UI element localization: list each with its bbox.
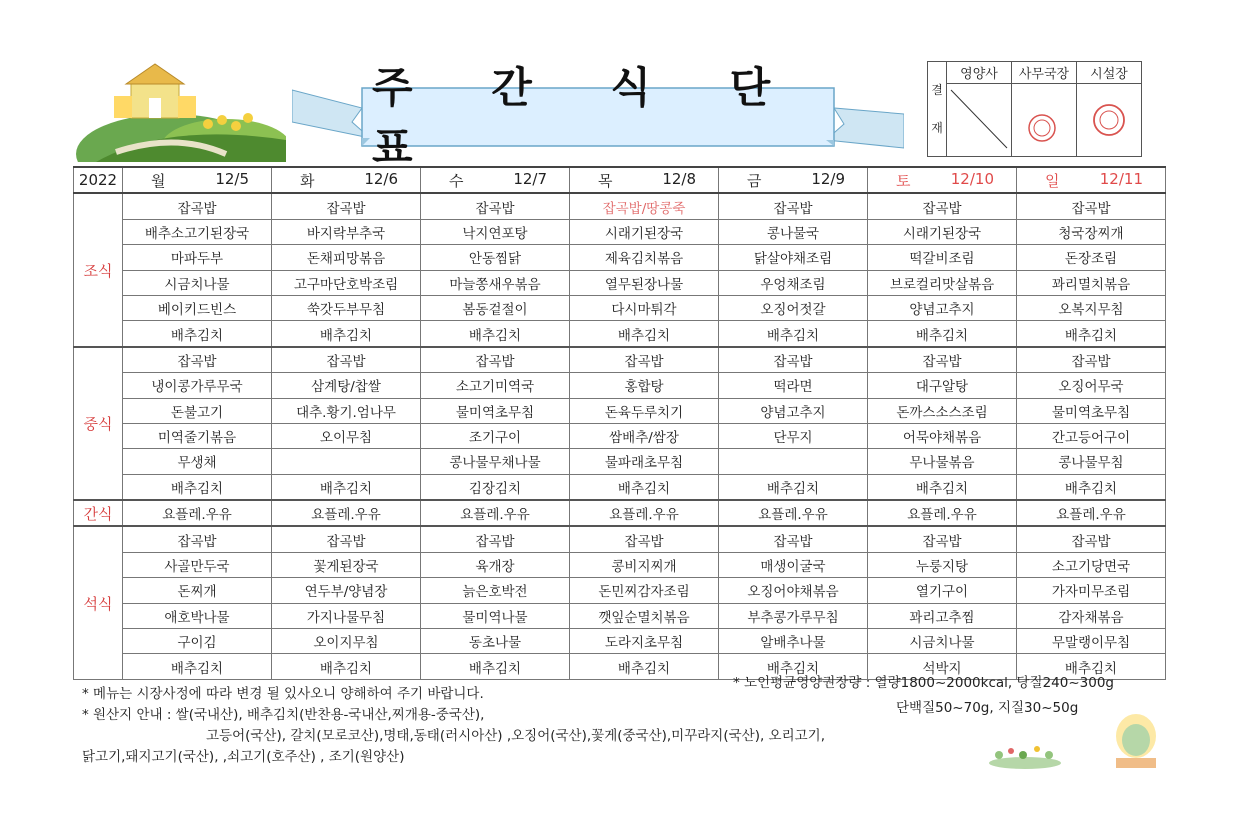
menu-item: 동초나물	[421, 629, 570, 654]
menu-item: 배추김치	[868, 474, 1017, 500]
menu-item: 고구마단호박조림	[272, 270, 421, 295]
menu-row	[74, 193, 1166, 219]
menu-item: 잡곡밥	[272, 526, 421, 552]
menu-item: 물미역나물	[421, 603, 570, 628]
menu-item: 오이지무침	[272, 629, 421, 654]
menu-item: 양념고추지	[868, 295, 1017, 320]
menu-item: 다시마튀각	[570, 295, 719, 320]
menu-row	[74, 552, 1166, 577]
menu-item: 육개장	[421, 552, 570, 577]
menu-item: 잡곡밥	[123, 347, 272, 373]
day-header-4	[719, 167, 868, 193]
menu-item: 무말랭이무침	[1017, 629, 1166, 654]
menu-item: 배추김치	[570, 654, 719, 679]
menu-item: 잡곡밥	[719, 193, 868, 219]
menu-item: 쌈배추/쌈장	[570, 423, 719, 448]
menu-item: 알배추나물	[719, 629, 868, 654]
menu-item: 잡곡밥	[1017, 526, 1166, 552]
menu-item: 배추김치	[421, 321, 570, 347]
menu-item: 잡곡밥	[272, 347, 421, 373]
menu-item: 애호박나물	[123, 603, 272, 628]
menu-item: 잡곡밥	[868, 526, 1017, 552]
menu-item: 가자미무조림	[1017, 578, 1166, 603]
approval-box	[927, 61, 1142, 157]
day-name: 화	[300, 171, 315, 190]
menu-item: 잡곡밥	[1017, 347, 1166, 373]
meal-label-0: 조식	[74, 193, 123, 346]
menu-item: 떡갈비조림	[868, 245, 1017, 270]
menu-row	[74, 474, 1166, 500]
menu-item: 마늘쫑새우볶음	[421, 270, 570, 295]
approval-role-manager: 사무국장	[1012, 62, 1077, 84]
menu-item: 베이키드빈스	[123, 295, 272, 320]
page-title: 주 간 식 단 표	[372, 63, 803, 172]
menu-item: 오이무침	[272, 423, 421, 448]
menu-item: 도라지초무침	[570, 629, 719, 654]
approval-role-director: 시설장	[1077, 62, 1142, 84]
menu-item: 소고기미역국	[421, 373, 570, 398]
menu-item: 배추김치	[421, 654, 570, 679]
menu-item: 돈채피망볶음	[272, 245, 421, 270]
menu-item: 부추콩가루무침	[719, 603, 868, 628]
menu-row	[74, 321, 1166, 347]
day-header-1	[272, 167, 421, 193]
menu-item: 제육김치볶음	[570, 245, 719, 270]
origin-note-continued-2: 닭고기,돼지고기(국산), ,쇠고기(호주산) , 조기(원양산)	[82, 749, 405, 765]
menu-item: 봄동겉절이	[421, 295, 570, 320]
nutrition-note-continued: 단백질50~70g, 지질30~50g	[896, 700, 1079, 716]
menu-item: 배추김치	[570, 321, 719, 347]
day-name: 토	[896, 171, 911, 190]
menu-item: 배추김치	[719, 474, 868, 500]
menu-item: 콩나물무침	[1017, 449, 1166, 474]
menu-item: 잡곡밥	[421, 193, 570, 219]
day-name: 목	[598, 171, 613, 190]
day-header-5	[868, 167, 1017, 193]
menu-item: 돈민찌감자조림	[570, 578, 719, 603]
menu-item: 잡곡밥	[421, 347, 570, 373]
menu-item: 물미역초무침	[421, 398, 570, 423]
menu-item: 잡곡밥	[421, 526, 570, 552]
menu-item: 배추소고기된장국	[123, 219, 272, 244]
menu-item: 배추김치	[719, 321, 868, 347]
menu-item: 대구알탕	[868, 373, 1017, 398]
menu-row	[74, 423, 1166, 448]
menu-item: 잡곡밥	[123, 526, 272, 552]
menu-item: 감자채볶음	[1017, 603, 1166, 628]
day-date: 12/8	[662, 169, 696, 188]
menu-item: 콩비지찌개	[570, 552, 719, 577]
menu-item: 잡곡밥	[719, 526, 868, 552]
menu-item: 물미역초무침	[1017, 398, 1166, 423]
approval-sign-dietitian	[947, 84, 1012, 157]
menu-item: 냉이콩가루무국	[123, 373, 272, 398]
menu-item: 잡곡밥	[1017, 193, 1166, 219]
menu-item: 배추김치	[1017, 654, 1166, 679]
day-name: 일	[1045, 171, 1060, 190]
menu-item: 단무지	[719, 423, 868, 448]
menu-item: 대추.황기.엄나무	[272, 398, 421, 423]
menu-item: 배추김치	[868, 321, 1017, 347]
menu-row	[74, 603, 1166, 628]
menu-row	[74, 347, 1166, 373]
day-date: 12/10	[950, 169, 994, 188]
menu-item: 안동찜닭	[421, 245, 570, 270]
menu-item: 사골만두국	[123, 552, 272, 577]
menu-item: 돈육두루치기	[570, 398, 719, 423]
menu-item: 배추김치	[719, 654, 868, 679]
menu-item: 매생이굴국	[719, 552, 868, 577]
menu-item: 오복지무침	[1017, 295, 1166, 320]
year-cell: 2022	[74, 167, 123, 193]
menu-item: 구이김	[123, 629, 272, 654]
menu-row	[74, 398, 1166, 423]
hill-house-illustration	[76, 62, 286, 162]
menu-item: 어묵야채볶음	[868, 423, 1017, 448]
menu-item: 돈찌개	[123, 578, 272, 603]
day-name: 수	[449, 171, 464, 190]
menu-item: 배추김치	[272, 474, 421, 500]
weekly-menu-table	[73, 166, 1166, 680]
menu-row	[74, 500, 1166, 526]
menu-item: 간고등어구이	[1017, 423, 1166, 448]
menu-item: 배추김치	[272, 654, 421, 679]
day-name: 금	[747, 171, 762, 190]
meal-label-2: 간식	[74, 500, 123, 526]
day-date: 12/11	[1099, 169, 1143, 188]
menu-item: 시금치나물	[123, 270, 272, 295]
approval-role-dietitian: 영양사	[947, 62, 1012, 84]
day-date: 12/6	[364, 169, 398, 188]
menu-item: 연두부/양념장	[272, 578, 421, 603]
menu-item: 요플레.우유	[123, 500, 272, 526]
menu-item: 요플레.우유	[1017, 500, 1166, 526]
menu-item: 배추김치	[123, 474, 272, 500]
menu-item: 콩나물무채나물	[421, 449, 570, 474]
menu-item: 잡곡밥/땅콩죽	[570, 193, 719, 219]
menu-item: 꽃게된장국	[272, 552, 421, 577]
menu-row	[74, 449, 1166, 474]
menu-item: 삼계탕/찹쌀	[272, 373, 421, 398]
menu-item: 양념고추지	[719, 398, 868, 423]
menu-item: 요플레.우유	[421, 500, 570, 526]
menu-item: 마파두부	[123, 245, 272, 270]
menu-row	[74, 629, 1166, 654]
menu-item: 무나물볶음	[868, 449, 1017, 474]
menu-item: 돈불고기	[123, 398, 272, 423]
menu-item: 콩나물국	[719, 219, 868, 244]
menu-item: 오징어야채볶음	[719, 578, 868, 603]
menu-item: 시래기된장국	[868, 219, 1017, 244]
menu-item: 청국장찌개	[1017, 219, 1166, 244]
menu-row	[74, 526, 1166, 552]
approval-sign-director	[1077, 84, 1142, 157]
day-date: 12/9	[811, 169, 845, 188]
menu-item: 가지나물무침	[272, 603, 421, 628]
menu-item: 잡곡밥	[272, 193, 421, 219]
origin-note: * 원산지 안내 : 쌀(국내산), 배추김치(반찬용-국내산,찌개용-중국산),	[82, 707, 485, 723]
menu-row	[74, 219, 1166, 244]
menu-item: 잡곡밥	[570, 526, 719, 552]
menu-item: 열기구이	[868, 578, 1017, 603]
menu-row	[74, 270, 1166, 295]
menu-item: 바지락부추국	[272, 219, 421, 244]
meal-label-3: 석식	[74, 526, 123, 679]
menu-item: 시래기된장국	[570, 219, 719, 244]
flowers-illustration	[985, 735, 1065, 771]
menu-item: 요플레.우유	[272, 500, 421, 526]
seal-stamp-icon	[1012, 84, 1076, 152]
day-date: 12/7	[513, 169, 547, 188]
menu-item: 요플레.우유	[868, 500, 1017, 526]
menu-item	[272, 449, 421, 474]
menu-row	[74, 245, 1166, 270]
day-header-3	[570, 167, 719, 193]
menu-item: 열무된장나물	[570, 270, 719, 295]
nutrition-note: * 노인평균영양권장량 : 열량1800~2000kcal, 당질240~300g	[733, 675, 1114, 691]
menu-item: 배추김치	[123, 321, 272, 347]
menu-item: 떡라면	[719, 373, 868, 398]
tree-illustration	[1112, 712, 1160, 770]
menu-item: 오징어젓갈	[719, 295, 868, 320]
menu-item: 낙지연포탕	[421, 219, 570, 244]
menu-item	[719, 449, 868, 474]
menu-item: 쑥갓두부무침	[272, 295, 421, 320]
menu-row	[74, 373, 1166, 398]
day-header-6	[1017, 167, 1166, 193]
seal-stamp-icon	[1077, 84, 1141, 152]
menu-item: 돈장조림	[1017, 245, 1166, 270]
menu-item: 브로컬리맛살볶음	[868, 270, 1017, 295]
menu-item: 오징어무국	[1017, 373, 1166, 398]
day-header-0	[123, 167, 272, 193]
menu-item: 잡곡밥	[868, 347, 1017, 373]
menu-item: 꽈리고추찜	[868, 603, 1017, 628]
day-name: 월	[151, 171, 166, 190]
menu-change-note: * 메뉴는 시장사정에 따라 변경 될 있사오니 양해하여 주기 바랍니다.	[82, 686, 484, 702]
origin-note-continued: 고등어(국산), 갈치(모로코산),명태,동태(러시아산) ,오징어(국산),꽃게(중국산),미꾸라지(국산), 오리고기,	[206, 728, 826, 744]
menu-item: 소고기당면국	[1017, 552, 1166, 577]
menu-item: 석박지	[868, 654, 1017, 679]
menu-row	[74, 295, 1166, 320]
menu-item: 시금치나물	[868, 629, 1017, 654]
signature-slash	[947, 84, 1011, 152]
day-date: 12/5	[215, 169, 249, 188]
menu-item: 잡곡밥	[123, 193, 272, 219]
day-header-2	[421, 167, 570, 193]
approval-side-label: 결 재	[928, 62, 947, 157]
menu-item: 배추김치	[1017, 321, 1166, 347]
menu-item: 배추김치	[123, 654, 272, 679]
menu-item: 홍합탕	[570, 373, 719, 398]
menu-item: 배추김치	[570, 474, 719, 500]
menu-item: 꽈리멸치볶음	[1017, 270, 1166, 295]
menu-item: 김장김치	[421, 474, 570, 500]
menu-item: 잡곡밥	[570, 347, 719, 373]
menu-row	[74, 578, 1166, 603]
menu-item: 우엉채조림	[719, 270, 868, 295]
menu-item: 배추김치	[1017, 474, 1166, 500]
menu-item: 깻잎순멸치볶음	[570, 603, 719, 628]
menu-item: 잡곡밥	[719, 347, 868, 373]
menu-item: 물파래초무침	[570, 449, 719, 474]
menu-item: 무생채	[123, 449, 272, 474]
approval-sign-manager	[1012, 84, 1077, 157]
menu-item: 누룽지탕	[868, 552, 1017, 577]
menu-item: 잡곡밥	[868, 193, 1017, 219]
menu-item: 요플레.우유	[719, 500, 868, 526]
menu-item: 배추김치	[272, 321, 421, 347]
menu-item: 조기구이	[421, 423, 570, 448]
menu-header-row	[74, 167, 1166, 193]
menu-item: 돈까스소스조림	[868, 398, 1017, 423]
menu-item: 요플레.우유	[570, 500, 719, 526]
menu-item: 늙은호박전	[421, 578, 570, 603]
menu-item: 미역줄기볶음	[123, 423, 272, 448]
menu-item: 닭살야채조림	[719, 245, 868, 270]
meal-label-1: 중식	[74, 347, 123, 500]
